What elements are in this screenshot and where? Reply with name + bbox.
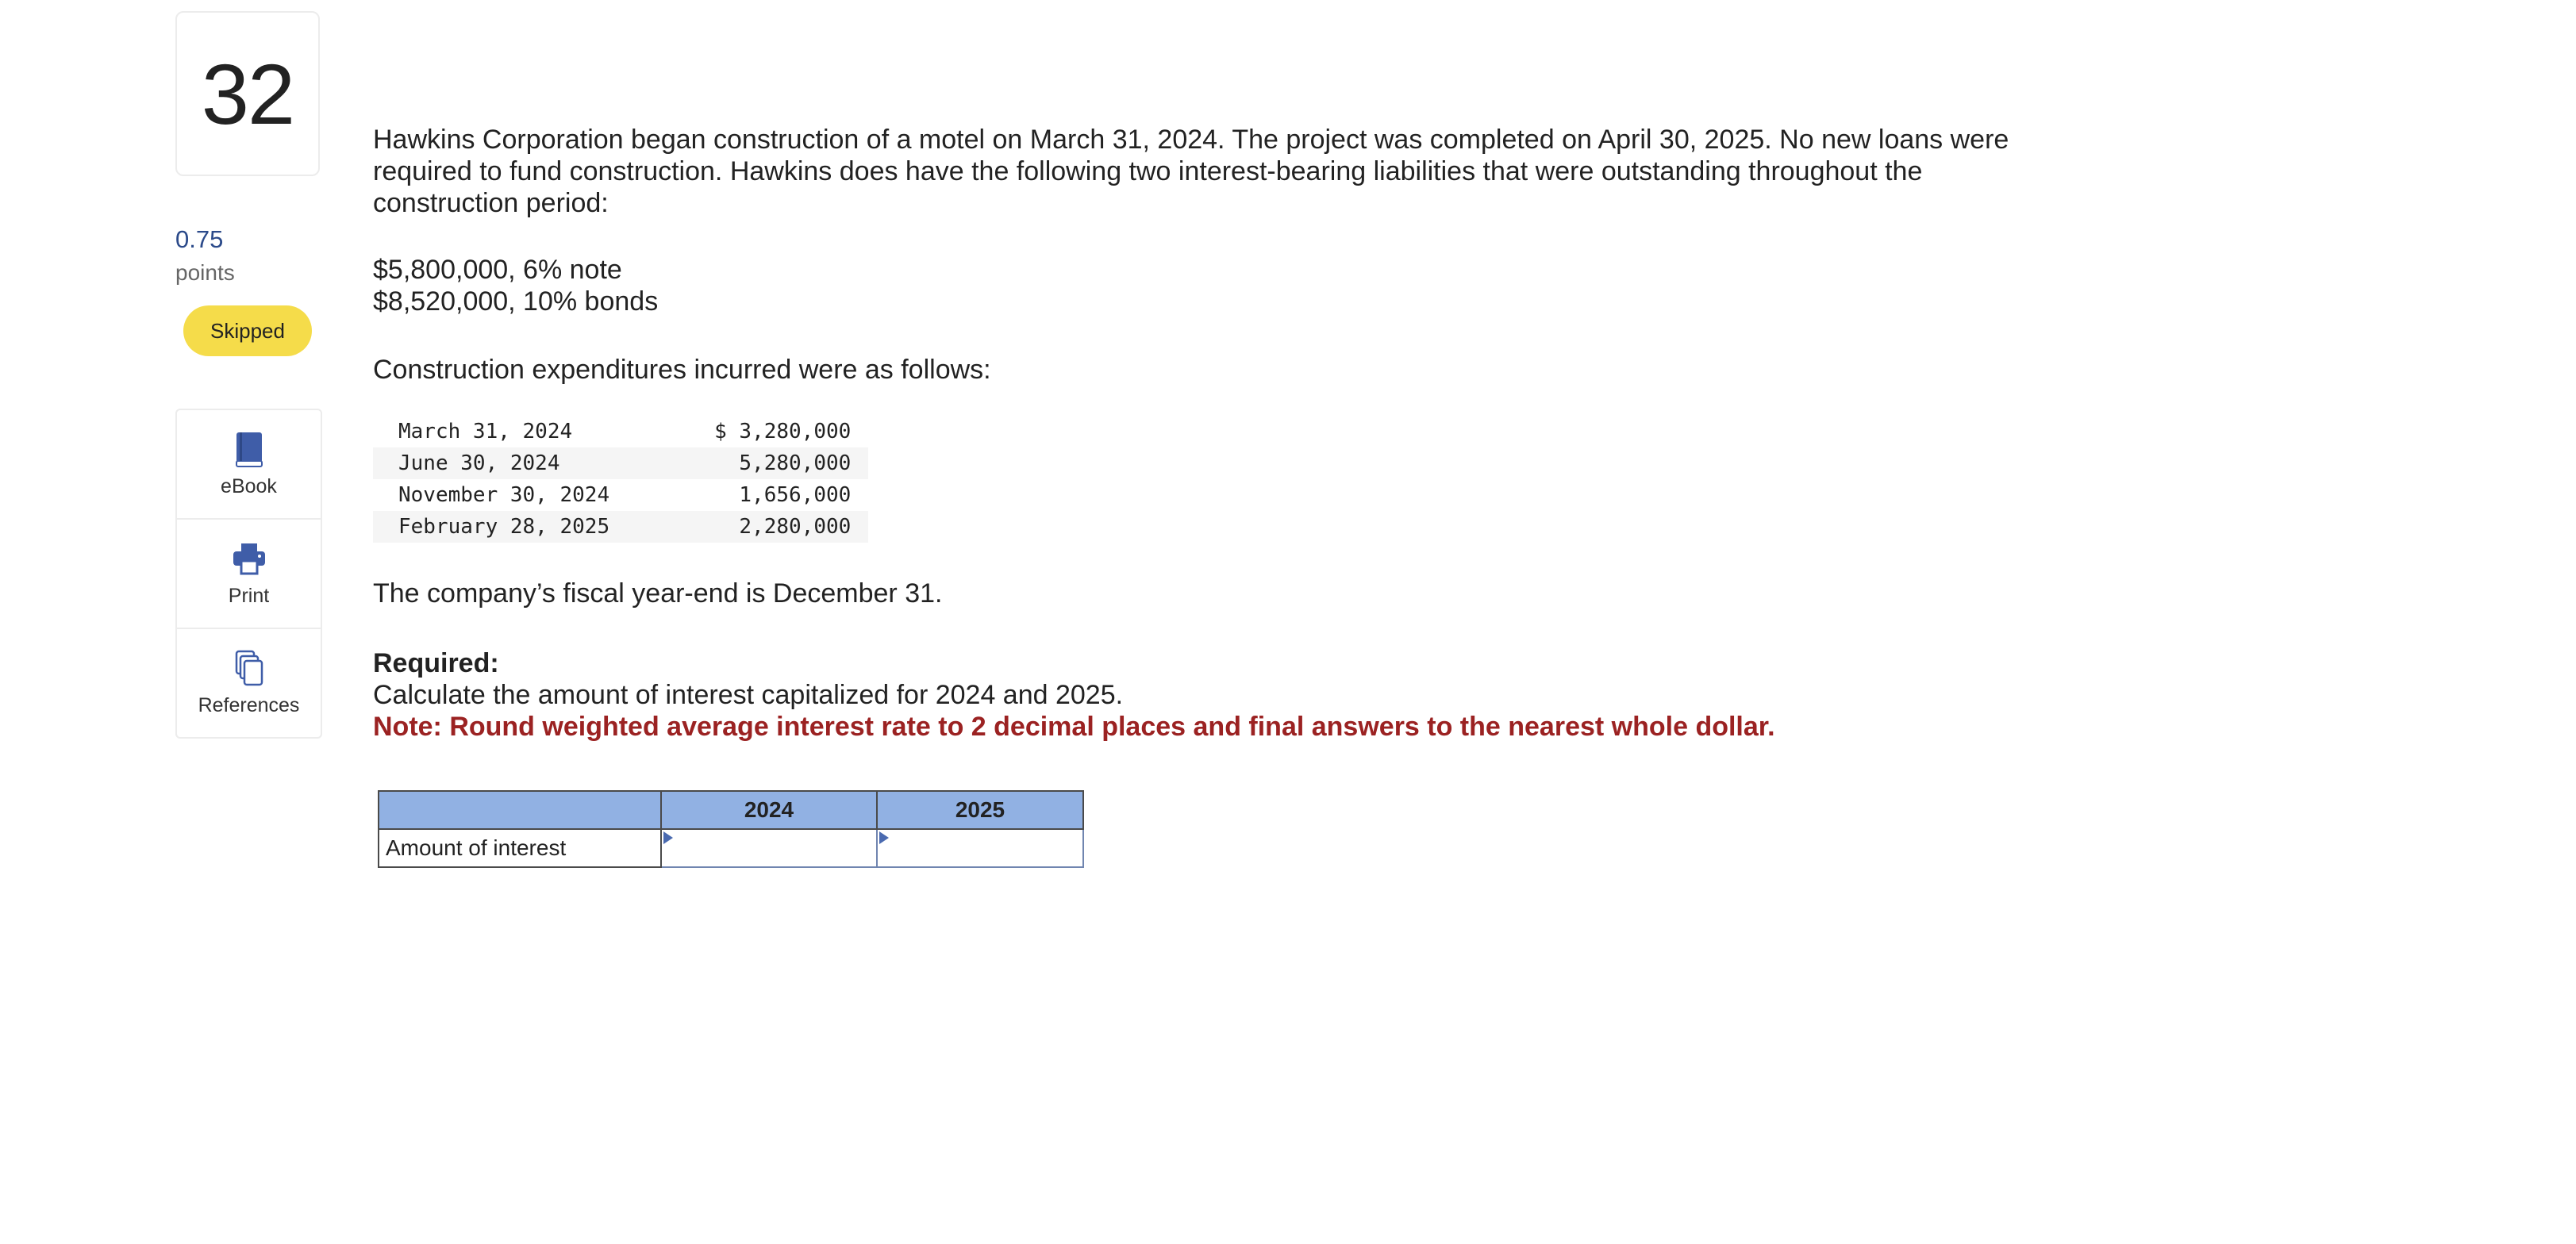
table-row xyxy=(373,416,868,447)
references-button[interactable] xyxy=(177,629,321,737)
points-value: 0.75 xyxy=(175,225,224,253)
header-2024: 2024 xyxy=(661,791,877,829)
fiscal-year-note: The company’s fiscal year-end is December 31. xyxy=(373,578,943,609)
answer-row xyxy=(379,829,1083,867)
tools-panel xyxy=(175,409,322,739)
expenditure-amount: $ 3,280,000 xyxy=(714,420,852,443)
liabilities-list xyxy=(373,254,2063,317)
header-blank xyxy=(379,791,661,829)
documents-icon xyxy=(232,650,267,688)
row-label-amount-of-interest: Amount of interest xyxy=(379,829,661,867)
status-badge: Skipped xyxy=(183,305,312,356)
required-text: Calculate the amount of interest capitalized for 2024 and 2025. xyxy=(373,680,1124,710)
question-number: 32 xyxy=(201,45,294,142)
problem-intro: Hawkins Corporation began construction of a motel on March 31, 2024. The project was completed on April 30, 2025. No new loans were required to fund construction. Hawkins does have the following two interest-bearing liabilities that were outstanding throughout the construction period: xyxy=(373,125,2009,218)
answer-table xyxy=(378,790,1084,868)
book-icon xyxy=(232,431,267,469)
points-label: points xyxy=(175,260,235,285)
ebook-label: eBook xyxy=(221,474,277,497)
table-row xyxy=(373,479,868,511)
liability-item: $5,800,000, 6% note xyxy=(373,255,622,285)
liability-item: $8,520,000, 10% bonds xyxy=(373,286,659,317)
table-row xyxy=(373,447,868,479)
question-content xyxy=(373,124,2063,868)
expenditure-date: February 28, 2025 xyxy=(373,511,627,543)
table-row xyxy=(373,511,868,543)
interest-2025-input[interactable] xyxy=(878,831,1082,866)
references-label: References xyxy=(198,693,300,716)
question-number-box xyxy=(175,11,320,176)
expenditure-date: June 30, 2024 xyxy=(373,447,627,479)
answer-cell-2025 xyxy=(877,829,1083,867)
expenditure-date: November 30, 2024 xyxy=(398,483,610,507)
expenditure-date: March 31, 2024 xyxy=(398,420,573,443)
expenditures-intro: Construction expenditures incurred were as follows: xyxy=(373,355,991,385)
answer-header-row xyxy=(379,791,1083,829)
header-2025: 2025 xyxy=(877,791,1083,829)
print-button[interactable] xyxy=(177,520,321,629)
ebook-button[interactable] xyxy=(177,410,321,520)
expenditure-amount: 5,280,000 xyxy=(627,447,868,479)
expenditure-amount: 2,280,000 xyxy=(627,511,868,543)
expenditures-table xyxy=(373,416,868,543)
answer-cell-2024 xyxy=(661,829,877,867)
print-label: Print xyxy=(228,584,270,607)
rounding-note: Note: Round weighted average interest rate to 2 decimal places and final answers to the nearest whole dollar. xyxy=(373,712,1775,742)
required-heading: Required: xyxy=(373,648,499,678)
interest-2024-input[interactable] xyxy=(662,831,876,866)
printer-icon xyxy=(232,540,267,578)
expenditure-amount: 1,656,000 xyxy=(739,483,852,507)
